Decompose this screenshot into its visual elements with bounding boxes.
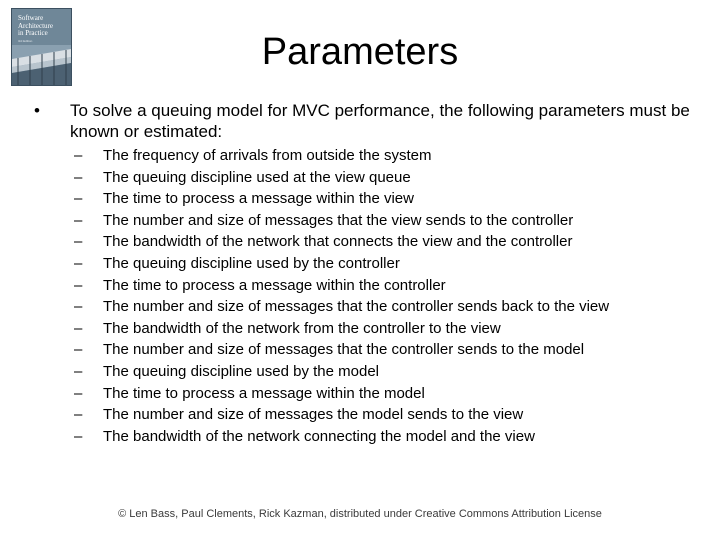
parameter-list-item bbox=[74, 361, 609, 383]
main-bullet bbox=[34, 100, 694, 142]
parameter-text: The frequency of arrivals from outside the system bbox=[103, 147, 432, 164]
parameter-list-item bbox=[74, 383, 609, 405]
dash-marker: – bbox=[74, 147, 83, 164]
parameter-list-item bbox=[74, 210, 609, 232]
dash-marker: – bbox=[74, 406, 83, 424]
dash-marker: – bbox=[74, 190, 83, 208]
parameter-list-item bbox=[74, 145, 609, 167]
parameter-text: The number and size of messages that the controller sends to the model bbox=[103, 341, 585, 359]
parameter-list-item bbox=[74, 231, 609, 253]
parameter-text: The queuing discipline used by the model bbox=[103, 362, 380, 380]
parameter-list-item bbox=[74, 404, 609, 426]
cover-title-line-2: Architecture bbox=[18, 21, 53, 30]
parameter-list-item bbox=[74, 339, 609, 361]
parameter-text: The bandwidth of the network connecting the model and the view bbox=[103, 427, 535, 445]
dash-marker: – bbox=[74, 168, 83, 186]
parameter-text: The bandwidth of the network from the controller to the view bbox=[103, 319, 501, 337]
cover-title-line-1: Software bbox=[18, 14, 44, 22]
dash-marker: – bbox=[74, 276, 83, 294]
dash-marker: – bbox=[74, 384, 83, 402]
parameter-list bbox=[74, 145, 609, 447]
main-bullet-text: To solve a queuing model for MVC performance, the following parameters must be known or estimated: bbox=[70, 101, 690, 141]
copyright-footer: © Len Bass, Paul Clements, Rick Kazman, distributed under Creative Commons Attribution License bbox=[118, 508, 602, 520]
dash-marker: – bbox=[74, 427, 83, 445]
parameter-text: The queuing discipline used at the view queue bbox=[103, 168, 411, 186]
parameter-list-item bbox=[74, 275, 609, 297]
parameter-text: The bandwidth of the network that connects the view and the controller bbox=[103, 233, 573, 251]
parameter-list-item bbox=[74, 296, 609, 318]
dash-marker: – bbox=[74, 211, 83, 229]
parameter-list-item bbox=[74, 188, 609, 210]
parameter-text: The time to process a message within the model bbox=[103, 384, 425, 402]
parameter-list-item bbox=[74, 318, 609, 340]
parameter-list-item bbox=[74, 426, 609, 448]
dash-marker: – bbox=[74, 319, 83, 337]
dash-marker: – bbox=[74, 341, 83, 359]
parameter-text: The number and size of messages that the controller sends back to the view bbox=[103, 298, 610, 316]
cover-edition: 3rd Edition bbox=[18, 39, 33, 43]
bullet-marker: • bbox=[34, 101, 40, 120]
parameter-text: The queuing discipline used by the controller bbox=[103, 254, 400, 272]
parameter-text: The number and size of messages the model sends to the view bbox=[103, 406, 524, 424]
parameter-text: The number and size of messages that the view sends to the controller bbox=[103, 211, 574, 229]
dash-marker: – bbox=[74, 362, 83, 380]
parameter-list-item bbox=[74, 167, 609, 189]
cover-title-line-3: in Practice bbox=[18, 29, 48, 37]
dash-marker: – bbox=[74, 233, 83, 251]
slide-title: Parameters bbox=[261, 31, 459, 73]
parameter-list-item bbox=[74, 253, 609, 275]
dash-marker: – bbox=[74, 298, 83, 316]
parameter-text: The time to process a message within the controller bbox=[103, 276, 446, 294]
dash-marker: – bbox=[74, 254, 83, 272]
parameter-text: The time to process a message within the view bbox=[103, 190, 414, 208]
